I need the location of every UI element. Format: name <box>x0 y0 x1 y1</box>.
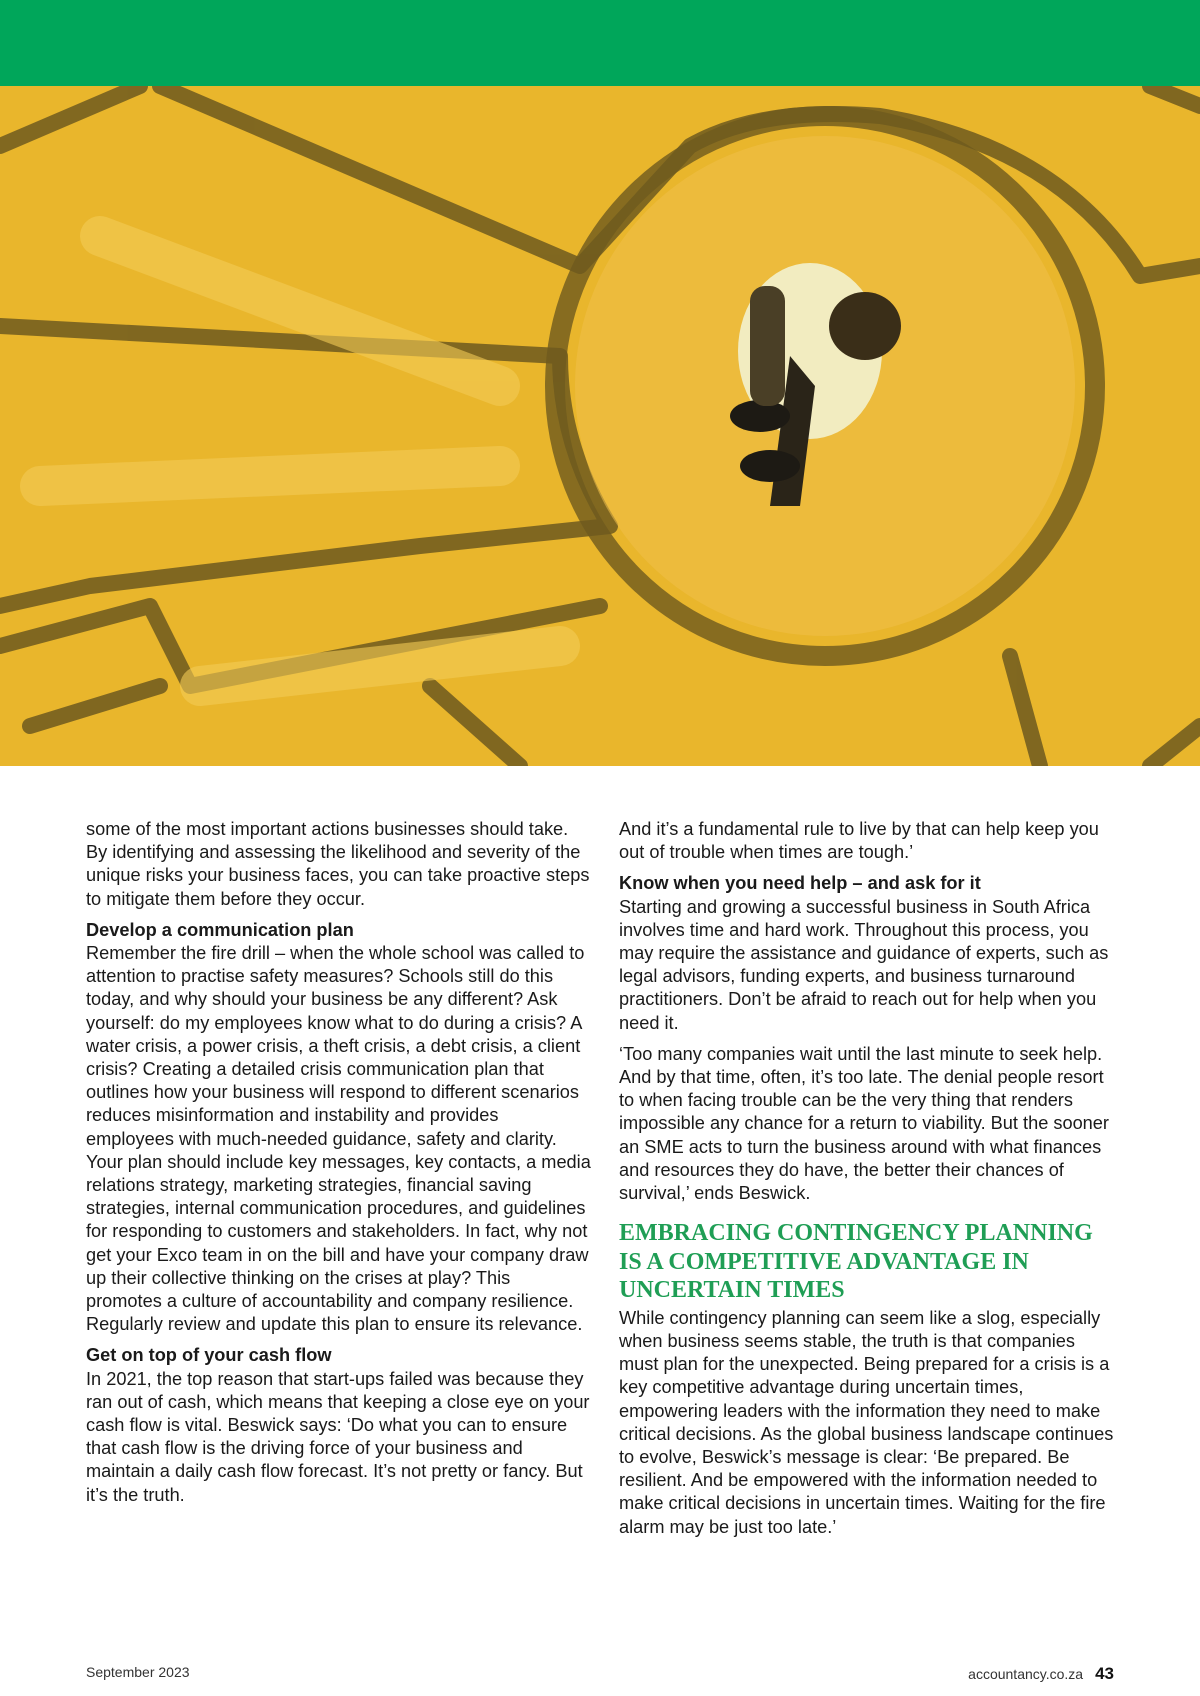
article-right-column <box>619 818 1119 1547</box>
contingency-paragraph: While contingency planning can seem like a slog, especially when business seems stable, the truth is that companies must plan for the unexpected. Being prepared for a crisis is a key competitive advantage during uncertain times, empowering leaders with the information they need to make critical decisions. As the global business landscape continues to evolve, Beswick’s message is clear: ‘Be prepared. Be resilient. And be empowered with the information needed to make critical decisions in uncertain times. Waiting for the fire alarm may be just too late.’ <box>619 1307 1114 1537</box>
footer-site-link[interactable]: accountancy.co.za <box>968 1666 1084 1682</box>
ask-for-help-paragraph: Starting and growing a successful business in South Africa involves time and hard work. Throughout this process, you may require the assistance and guidance of experts, such as legal advisors, funding experts, and business turnaround practitioners. Don’t be afraid to reach out for help when you need it. <box>619 896 1109 1033</box>
maze-illustration <box>0 86 1200 766</box>
footer-site-and-page <box>968 1664 1114 1684</box>
header-color-bar <box>0 0 1200 86</box>
section-heading-contingency: EMBRACING CONTINGENCY PLANNING IS A COMPETITIVE ADVANTAGE IN UNCERTAIN TIMES <box>619 1220 1093 1304</box>
subheading-ask-for-help: Know when you need help – and ask for it <box>619 873 981 894</box>
left-intro-paragraph: some of the most important actions businesses should take. By identifying and assessing the likelihood and severity of the unique risks your business faces, you can take proactive steps to mitigate them before they occur. <box>86 819 590 909</box>
page-number: 43 <box>1095 1664 1114 1683</box>
article-left-column <box>86 818 591 1515</box>
hero-photo-maze <box>0 86 1200 766</box>
cash-flow-paragraph: In 2021, the top reason that start-ups failed was because they ran out of cash, which means that keeping a close eye on your cash flow is vital. Beswick says: ‘Do what you can to ensure that cash flow is the driving force of your business and maintain a daily cash flow forecast. It’s not pretty or fancy. But it’s the truth. <box>86 1368 590 1505</box>
footer-date: September 2023 <box>86 1664 190 1680</box>
subheading-communication-plan: Develop a communication plan <box>86 919 354 940</box>
right-intro-paragraph: And it’s a fundamental rule to live by that can help keep you out of trouble when times are tough.’ <box>619 819 1099 863</box>
quote-paragraph: ‘Too many companies wait until the last minute to seek help. And by that time, often, it’s too late. The denial people resort to when facing trouble can be the very thing that renders impossible any chance for a return to viability. But the sooner an SME acts to turn the business around with what finances and resources they do have, the better their chances of survival,’ ends Beswick. <box>619 1043 1109 1204</box>
subheading-cash-flow: Get on top of your cash flow <box>86 1345 332 1366</box>
communication-plan-paragraph: Remember the fire drill – when the whole school was called to attention to practise safety measures? Schools still do this today, and why should your business be any different? Ask yourself: do my employees know what to do during a crisis? A water crisis, a power crisis, a theft crisis, a debt crisis, a client crisis? Creating a detailed crisis communication plan that outlines how your business will respond to different scenarios reduces misinformation and instability and provides employees with much-needed guidance, safety and clarity. Your plan should include key messages, key contacts, a media relations strategy, marketing strategies, financial saving strategies, internal communication procedures, and guidelines for responding to customers and stakeholders. In fact, why not get your Exco team in on the bill and have your company draw up their collective thinking on the crises at play? This promotes a culture of accountability and company resilience. Regularly review and update this plan to ensure its relevance. <box>86 943 591 1335</box>
